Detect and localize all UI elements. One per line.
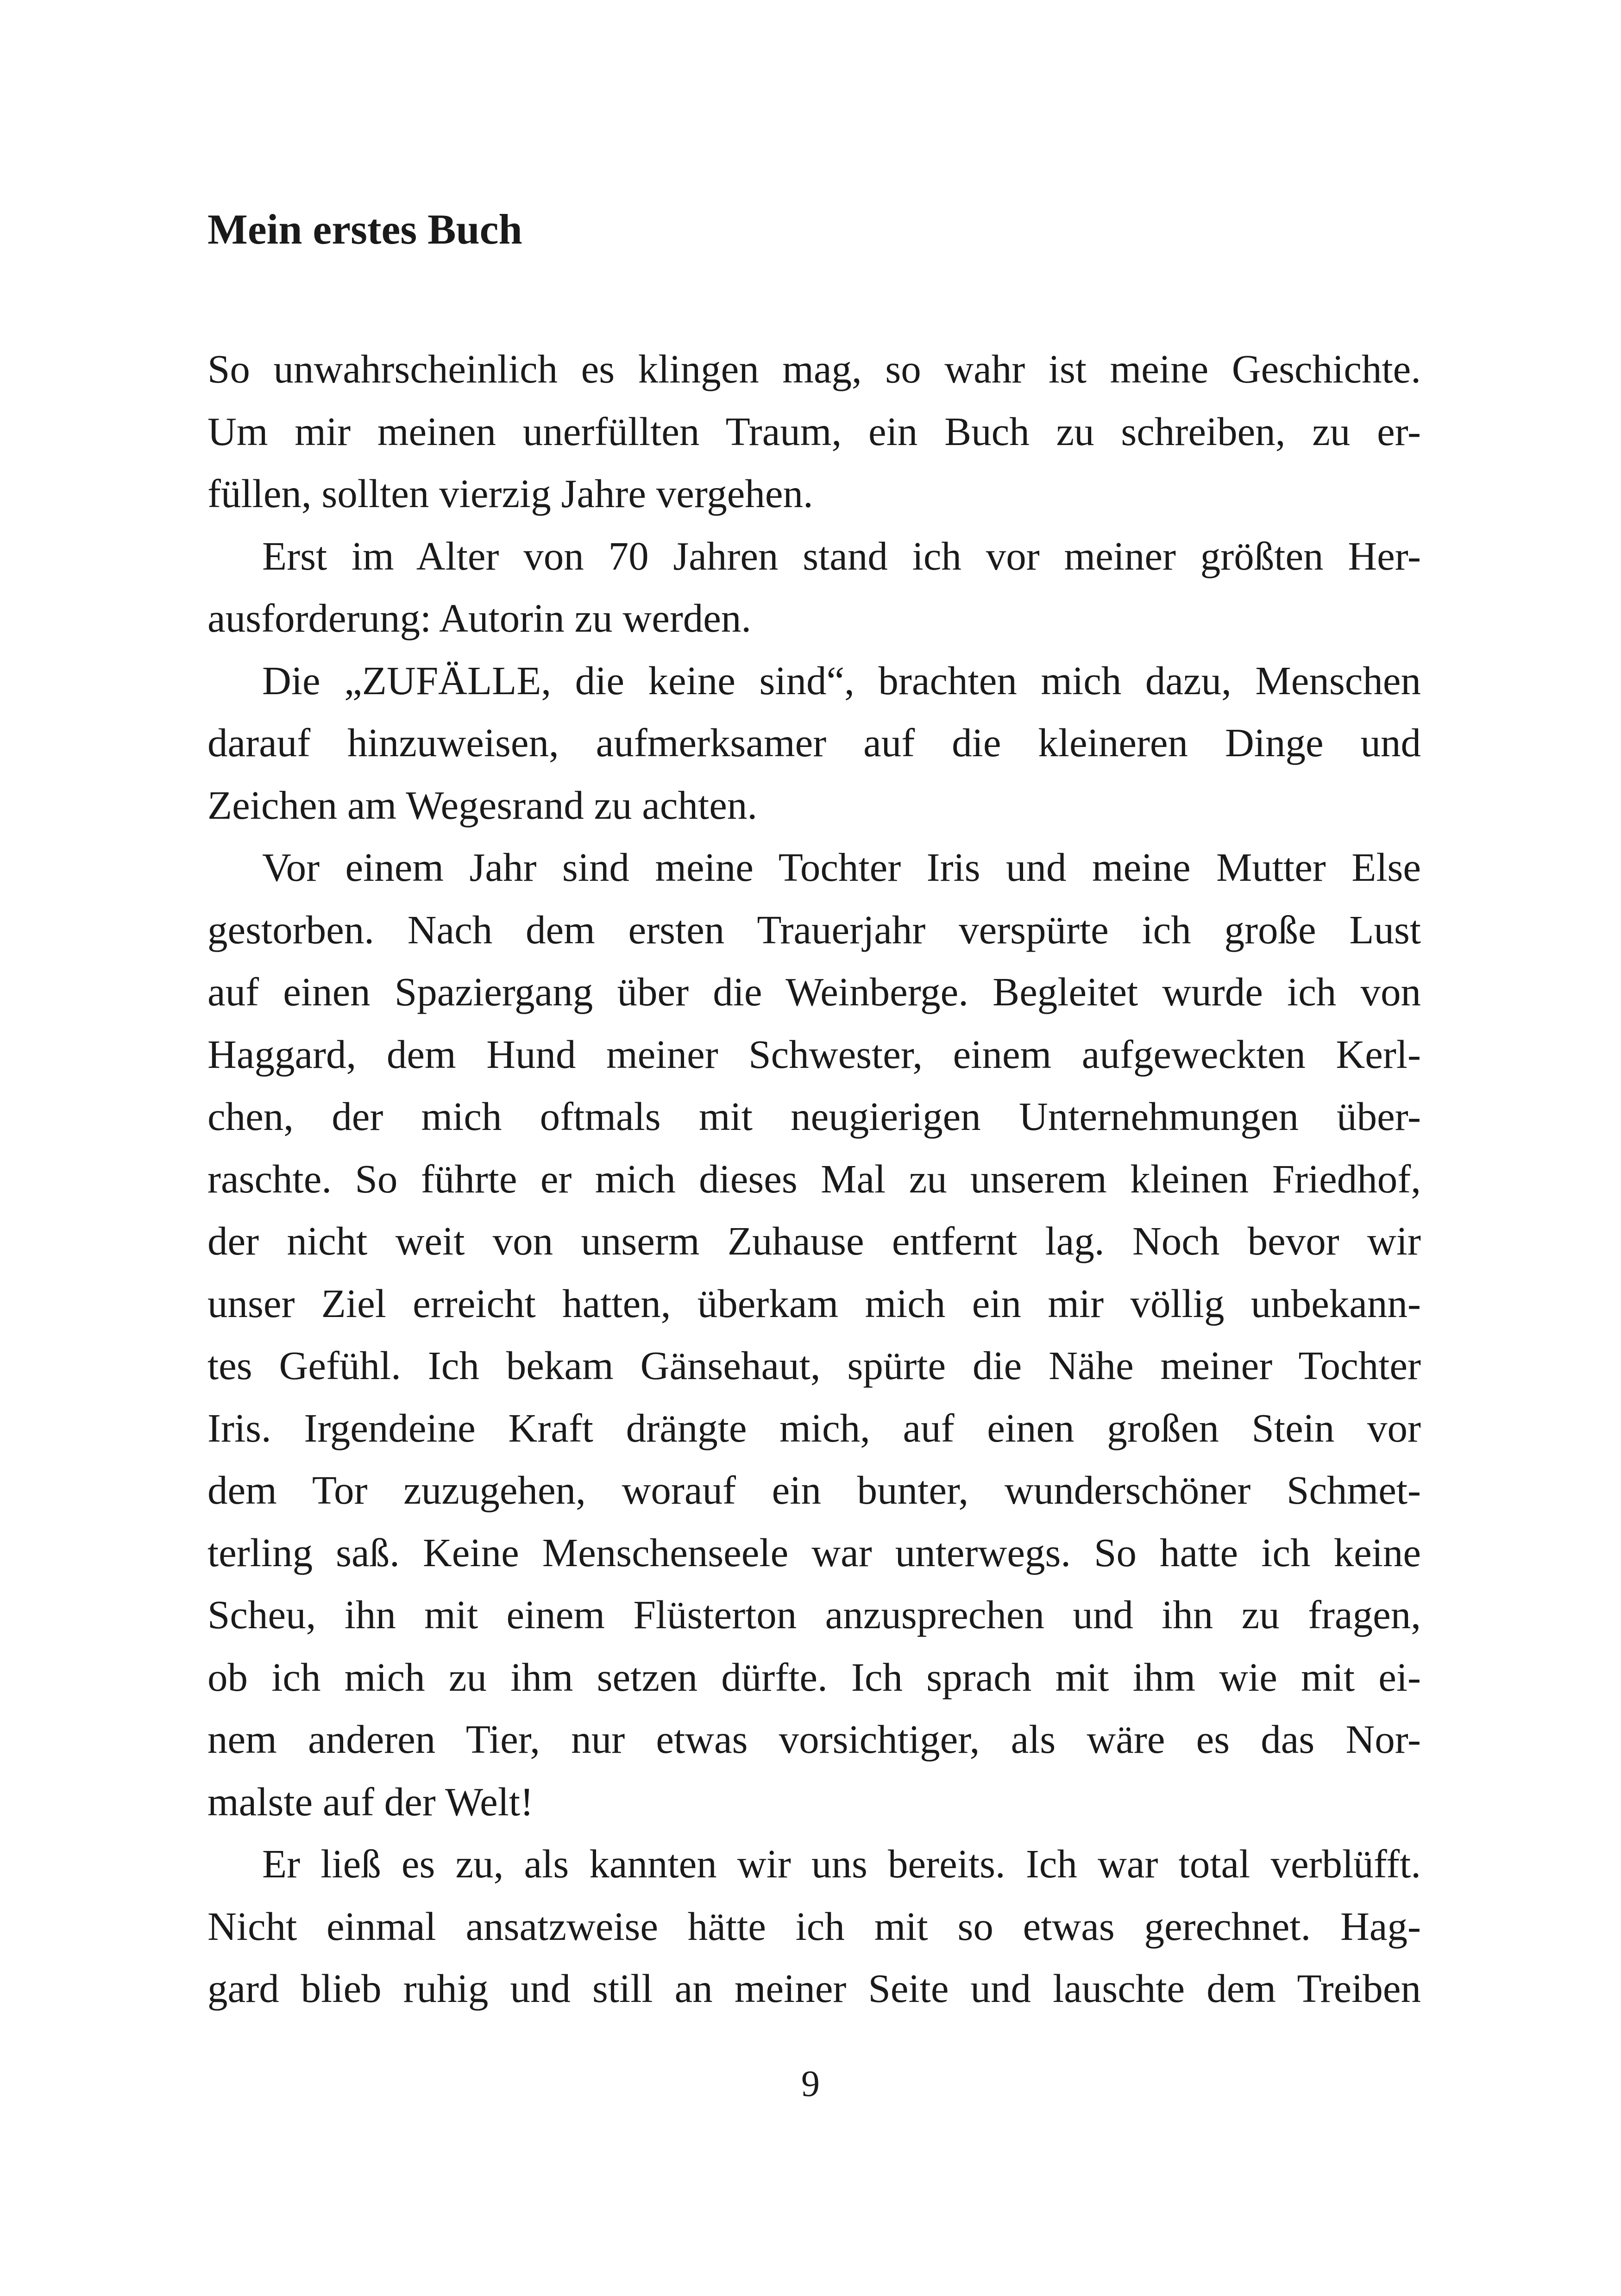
text-line: ob ich mich zu ihm setzen dürfte. Ich sprach mit ihm wie mit ei- bbox=[207, 1654, 1421, 1700]
text-line: Scheu, ihn mit einem Flüsterton anzusprechen und ihn zu fragen, bbox=[207, 1592, 1421, 1637]
text-line: Er ließ es zu, als kannten wir uns bereits. Ich war total verblüfft. bbox=[262, 1841, 1421, 1886]
text-line: unser Ziel erreicht hatten, überkam mich ein mir völlig unbekann- bbox=[207, 1280, 1421, 1326]
text-line: dem Tor zuzugehen, worauf ein bunter, wunderschöner Schmet- bbox=[207, 1468, 1421, 1512]
text-line: Zeichen am Wegesrand zu achten. bbox=[207, 782, 758, 828]
text-line: Vor einem Jahr sind meine Tochter Iris und meine Mutter Else bbox=[262, 845, 1421, 890]
text-line: tes Gefühl. Ich bekam Gänsehaut, spürte die Nähe meiner Tochter bbox=[207, 1343, 1421, 1388]
text-line: Um mir meinen unerfüllten Traum, ein Buch zu schreiben, zu er- bbox=[207, 408, 1421, 454]
text-line: Erst im Alter von 70 Jahren stand ich vor meiner größten Her- bbox=[262, 533, 1421, 578]
text-line: nem anderen Tier, nur etwas vorsichtiger, als wäre es das Nor- bbox=[207, 1717, 1421, 1762]
chapter-title: Mein erstes Buch bbox=[207, 206, 522, 253]
text-line: terling saß. Keine Menschenseele war unterwegs. So hatte ich keine bbox=[207, 1530, 1421, 1575]
text-line: füllen, sollten vierzig Jahre vergehen. bbox=[207, 471, 813, 516]
text-line: So unwahrscheinlich es klingen mag, so wahr ist meine Geschichte. bbox=[207, 346, 1421, 391]
text-line: malste auf der Welt! bbox=[207, 1779, 534, 1824]
text-line: Iris. Irgendeine Kraft drängte mich, auf einen großen Stein vor bbox=[207, 1405, 1421, 1450]
text-line: chen, der mich oftmals mit neugierigen Unternehmungen über- bbox=[207, 1094, 1421, 1139]
text-line: raschte. So führte er mich dieses Mal zu unserem kleinen Friedhof, bbox=[207, 1156, 1421, 1201]
body-text bbox=[207, 338, 1421, 2020]
page-number: 9 bbox=[801, 2064, 820, 2104]
text-line: der nicht weit von unserm Zuhause entfernt lag. Noch bevor wir bbox=[207, 1218, 1421, 1263]
text-line: ausforderung: Autorin zu werden. bbox=[207, 596, 752, 640]
text-line: gard blieb ruhig und still an meiner Seite und lauschte dem Treiben bbox=[207, 1966, 1421, 2011]
text-line: darauf hinzuweisen, aufmerksamer auf die kleineren Dinge und bbox=[207, 720, 1421, 765]
text-line: gestorben. Nach dem ersten Trauerjahr verspürte ich große Lust bbox=[207, 907, 1421, 952]
text-line: Haggard, dem Hund meiner Schwester, einem aufgeweckten Kerl- bbox=[207, 1031, 1421, 1077]
text-line: auf einen Spaziergang über die Weinberge. Begleitet wurde ich von bbox=[207, 969, 1421, 1014]
text-line: Nicht einmal ansatzweise hätte ich mit so etwas gerechnet. Hag- bbox=[207, 1903, 1421, 1949]
text-line: Die „ZUFÄLLE, die keine sind“, brachten mich dazu, Menschen bbox=[262, 658, 1421, 703]
